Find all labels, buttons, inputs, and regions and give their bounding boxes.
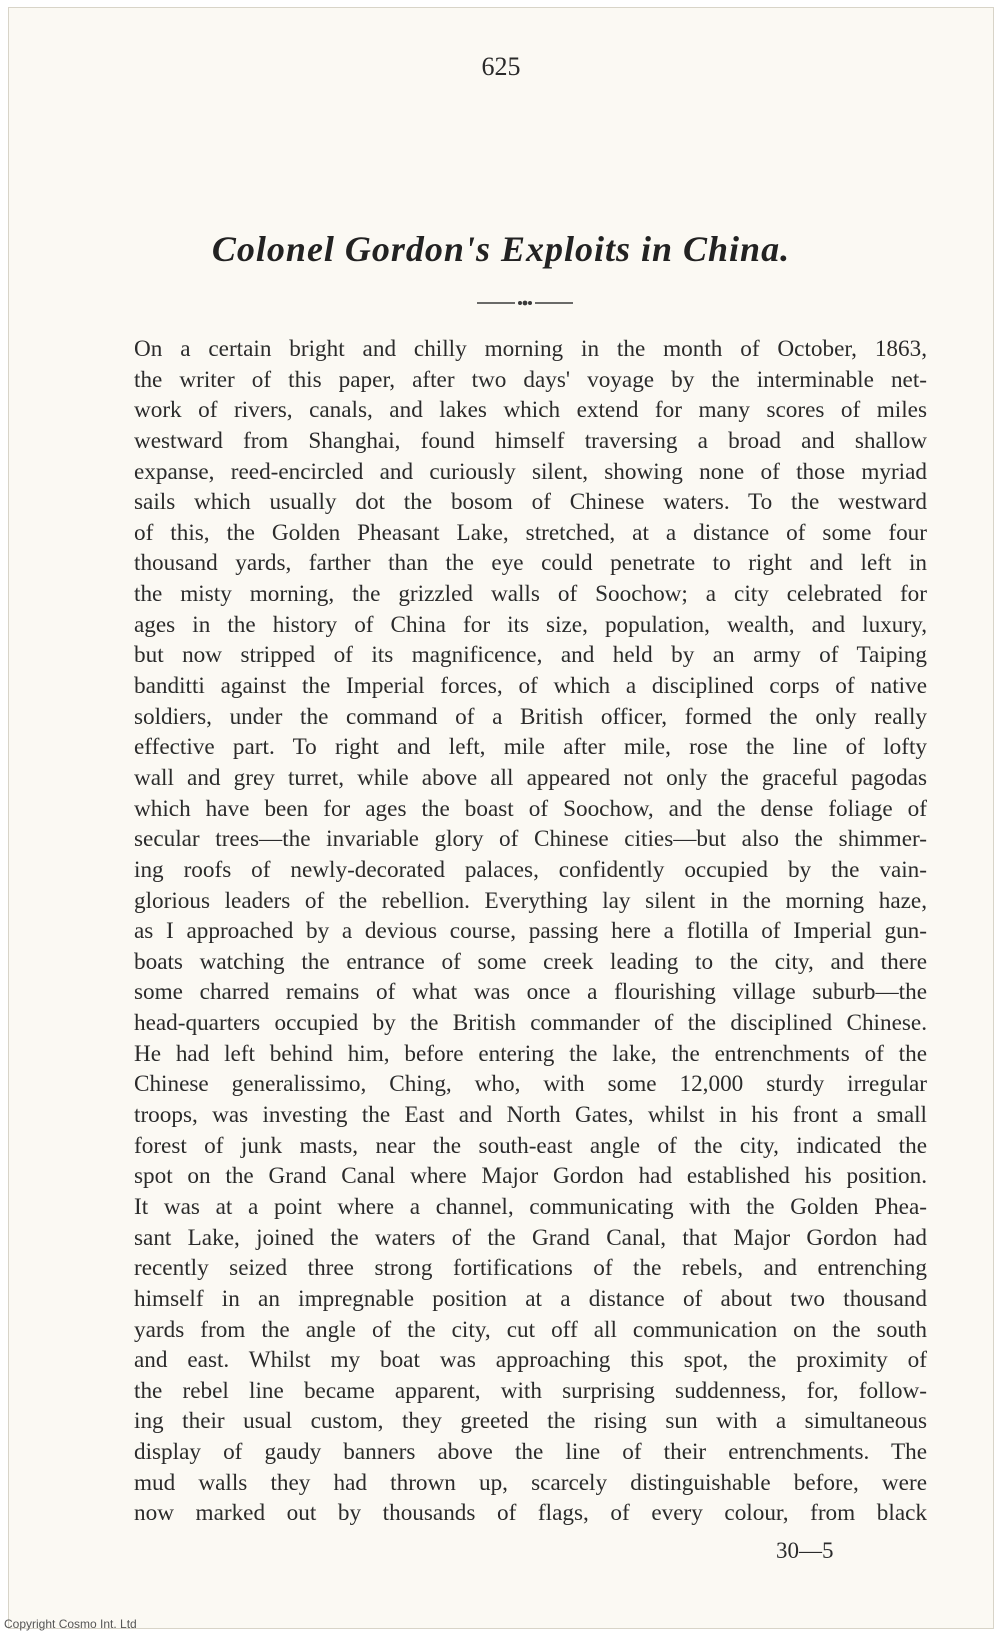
text-line-3: work of rivers, canals, and lakes which extend for many scores of miles (134, 397, 927, 424)
text-line-18: ing roofs of newly-decorated palaces, confidently occupied by the vain- (134, 856, 927, 883)
text-line-37: display of gaudy banners above the line of their entrenchments. The (134, 1439, 927, 1466)
text-line-1: On a certain bright and chilly morning in the month of October, 1863, (134, 336, 927, 362)
text-line-17: secular trees—the invariable glory of Chinese cities—but also the shimmer- (134, 826, 927, 853)
text-line-24: He had left behind him, before entering the lake, the entrenchments of the (134, 1040, 927, 1067)
text-line-6: sails which usually dot the bosom of Chinese waters. To the westward (134, 489, 927, 516)
text-line-39: now marked out by thousands of flags, of every colour, from black (134, 1500, 927, 1527)
text-line-10: ages in the history of China for its size, population, wealth, and luxury, (134, 611, 927, 638)
text-line-13: soldiers, under the command of a British officer, formed the only really (134, 703, 927, 730)
text-line-12: banditti against the Imperial forces, of which a disciplined corps of native (134, 673, 927, 700)
text-line-34: and east. Whilst my boat was approaching this spot, the proximity of (134, 1347, 927, 1374)
text-line-14: effective part. To right and left, mile after mile, rose the line of lofty (134, 734, 927, 761)
text-line-8: thousand yards, farther than the eye could penetrate to right and left in (134, 550, 927, 577)
text-line-15: wall and grey turret, while above all appeared not only the graceful pagodas (134, 764, 927, 791)
copyright-notice: Copyright Cosmo Int. Ltd (4, 1617, 137, 1631)
article-title: Colonel Gordon's Exploits in China. (211, 229, 791, 269)
text-line-4: westward from Shanghai, found himself traversing a broad and shallow (134, 427, 927, 454)
text-line-11: but now stripped of its magnificence, and held by an army of Taiping (134, 642, 927, 669)
text-line-26: troops, was investing the East and North Gates, whilst in his front a small (134, 1102, 927, 1129)
text-line-31: recently seized three strong fortifications of the rebels, and entrenching (134, 1255, 927, 1282)
text-line-19: glorious leaders of the rebellion. Everything lay silent in the morning haze, (134, 887, 927, 914)
text-line-29: It was at a point where a channel, communicating with the Golden Phea- (134, 1193, 927, 1220)
page-number: 625 (481, 52, 521, 81)
text-line-27: forest of junk masts, near the south-east angle of the city, indicated the (134, 1132, 927, 1159)
text-line-32: himself in an impregnable position at a distance of about two thousand (134, 1285, 927, 1312)
text-line-22: some charred remains of what was once a flourishing village suburb—the (134, 979, 927, 1006)
text-line-30: sant Lake, joined the waters of the Grand Canal, that Major Gordon had (134, 1224, 927, 1251)
text-line-7: of this, the Golden Pheasant Lake, stretched, at a distance of some four (134, 519, 927, 546)
text-line-9: the misty morning, the grizzled walls of Soochow; a city celebrated for (134, 581, 927, 608)
text-line-36: ing their usual custom, they greeted the rising sun with a simultaneous (134, 1408, 927, 1435)
text-line-21: boats watching the entrance of some creek leading to the city, and there (134, 948, 927, 975)
text-line-5: expanse, reed-encircled and curiously silent, showing none of those myriad (134, 458, 927, 485)
text-line-38: mud walls they had thrown up, scarcely distinguishable before, were (134, 1469, 927, 1496)
signature-mark: 30—5 (776, 1538, 834, 1563)
text-line-20: as I approached by a devious course, passing here a flotilla of Imperial gun- (134, 918, 927, 945)
text-line-33: yards from the angle of the city, cut off all communication on the south (134, 1316, 927, 1343)
text-line-2: the writer of this paper, after two days' voyage by the interminable net- (134, 366, 927, 393)
document-page (8, 7, 994, 1629)
title-ornament (475, 296, 575, 310)
text-line-25: Chinese generalissimo, Ching, who, with some 12,000 sturdy irregular (134, 1071, 927, 1098)
article-body (134, 334, 927, 1529)
text-line-28: spot on the Grand Canal where Major Gordon had established his position. (134, 1163, 927, 1190)
text-line-23: head-quarters occupied by the British commander of the disciplined Chinese. (134, 1010, 927, 1037)
text-line-35: the rebel line became apparent, with surprising suddenness, for, follow- (134, 1377, 927, 1404)
text-line-16: which have been for ages the boast of Soochow, and the dense foliage of (134, 795, 927, 822)
